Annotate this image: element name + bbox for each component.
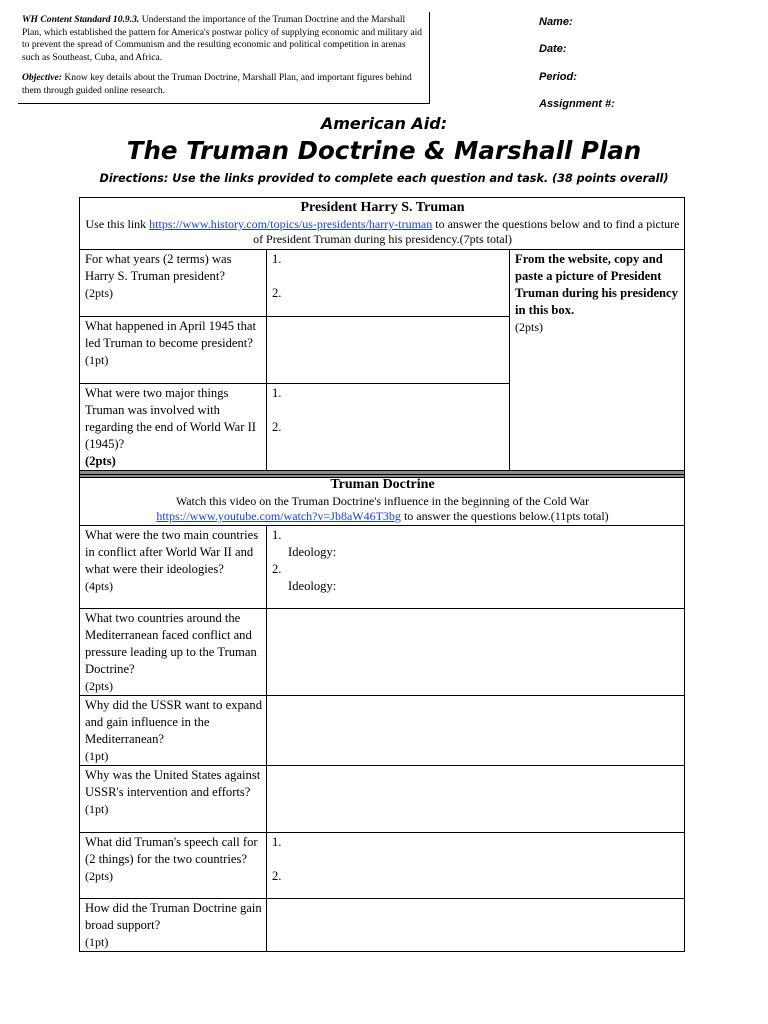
answer-number: 2. — [272, 420, 282, 434]
question-cell — [80, 766, 267, 833]
truman-section-header — [80, 198, 685, 250]
question-text: What were two major things Truman was involved with regarding the end of World War II (1945)? — [85, 386, 256, 451]
answer-cell[interactable] — [267, 526, 685, 609]
standard-text: Understand the importance of the Truman Doctrine and the Marshall Plan, which established the pattern for America's postwar policy of supplying economic and military aid to prevent the spread of Communism and the resulting economic and political competition in arenas such as Southeast, Cuba, and Africa. — [22, 14, 423, 63]
doctrine-section-header — [80, 475, 685, 526]
question-cell — [80, 899, 267, 952]
answer-cell[interactable] — [267, 609, 685, 696]
question-points: (1pt) — [85, 802, 109, 816]
doctrine-total-points: (11pts total) — [550, 509, 609, 523]
doctrine-section-table — [79, 474, 685, 952]
question-points: (2pts) — [85, 869, 113, 883]
question-text: How did the Truman Doctrine gain broad support? — [85, 901, 262, 932]
answer-cell[interactable] — [267, 696, 685, 766]
content-standard-box — [18, 12, 430, 104]
question-points: (4pts) — [85, 579, 113, 593]
question-points: (2pts) — [85, 454, 116, 468]
answer-cell[interactable] — [267, 899, 685, 952]
picture-prompt: From the website, copy and paste a picture of President Truman during his presidency in this box. — [515, 252, 678, 317]
question-points: (2pts) — [85, 679, 113, 693]
question-text: Why was the United States against USSR's intervention and efforts? — [85, 768, 261, 799]
answer-number: 1. — [272, 835, 282, 849]
standard-label: WH Content Standard 10.9.3. — [22, 14, 140, 25]
question-text: For what years (2 terms) was Harry S. Truman president? — [85, 252, 232, 283]
question-cell — [80, 696, 267, 766]
question-points: (2pts) — [85, 286, 113, 300]
answer-cell[interactable] — [267, 250, 510, 317]
youtube-link[interactable]: https://www.youtube.com/watch?v=Jb8aW46T3bg — [156, 509, 401, 523]
assignment-field-label: Assignment #: — [539, 98, 615, 110]
question-points: (1pt) — [85, 749, 109, 763]
answer-number: 1. — [272, 252, 282, 266]
answer-number: 2. — [272, 869, 282, 883]
page-title: The Truman Doctrine & Marshall Plan — [126, 136, 642, 165]
date-field-label: Date: — [539, 43, 567, 55]
page-subtitle: American Aid: — [320, 114, 448, 133]
directions-text: Directions: Use the links provided to complete each question and task. (38 points overall) — [99, 172, 669, 185]
truman-total-points: (7pts total) — [459, 232, 512, 246]
question-text: What did Truman's speech call for (2 things) for the two countries? — [85, 835, 258, 866]
objective-paragraph — [22, 72, 425, 97]
standard-paragraph — [22, 14, 425, 64]
question-cell — [80, 250, 267, 317]
objective-text: Know key details about the Truman Doctrine, Marshall Plan, and important figures behind them through guided online research. — [22, 72, 412, 96]
question-cell — [80, 526, 267, 609]
question-text: What two countries around the Mediterranean faced conflict and pressure leading up to the Truman Doctrine? — [85, 611, 257, 676]
question-cell — [80, 833, 267, 899]
objective-label: Objective: — [22, 72, 62, 84]
answer-number: 2. — [272, 286, 282, 300]
question-points: (1pt) — [85, 353, 109, 367]
truman-section-table — [79, 197, 685, 478]
period-field-label: Period: — [539, 71, 577, 83]
ideology-label: Ideology: — [288, 545, 337, 559]
history-link[interactable]: https://www.history.com/topics/us-presidents/harry-truman — [149, 217, 433, 231]
question-cell — [80, 384, 267, 471]
question-cell — [80, 317, 267, 384]
question-text: What were the two main countries in conflict after World War II and what were their ideologies? — [85, 528, 259, 576]
ideology-label: Ideology: — [288, 579, 337, 593]
question-text: What happened in April 1945 that led Truman to become president? — [85, 319, 257, 350]
truman-section-heading: President Harry S. Truman — [300, 200, 465, 215]
picture-box[interactable] — [510, 250, 685, 471]
answer-cell[interactable] — [267, 384, 510, 471]
name-field-label: Name: — [539, 16, 573, 28]
question-text: Why did the USSR want to expand and gain influence in the Mediterranean? — [85, 698, 262, 746]
answer-number: 1. — [272, 386, 282, 400]
truman-intro-after: to answer the questions below and to find a picture of President Truman during his presidency. — [253, 217, 680, 246]
question-points: (1pt) — [85, 935, 109, 949]
question-cell — [80, 609, 267, 696]
answer-number: 1. — [272, 528, 282, 542]
answer-cell[interactable] — [267, 317, 510, 384]
doctrine-intro-after: to answer the questions below. — [403, 509, 551, 523]
picture-points: (2pts) — [515, 320, 543, 334]
doctrine-intro: Watch this video on the Truman Doctrine's influence in the beginning of the Cold War — [175, 494, 590, 508]
answer-cell[interactable] — [267, 833, 685, 899]
answer-cell[interactable] — [267, 766, 685, 833]
answer-number: 2. — [272, 562, 282, 576]
truman-intro-before: Use this link — [85, 217, 147, 231]
doctrine-section-heading: Truman Doctrine — [330, 477, 435, 492]
